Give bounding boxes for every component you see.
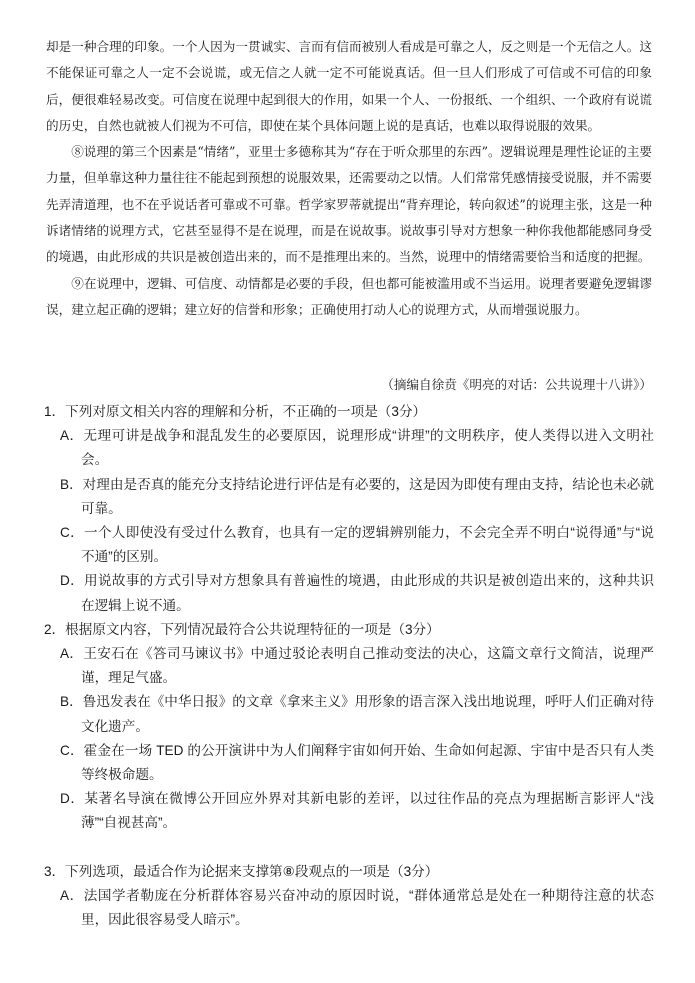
answer-option-a: A．无理可讲是战争和混乱发生的必要原因，说理形成“讲理”的文明秩序，使人类得以进入文明社会。 (60, 428, 654, 468)
answer-option-d: D．用说故事的方式引导对方想象具有普遍性的境遇，由此形成的共识是被创造出来的，这种共识在逻辑上说不通。 (60, 573, 654, 613)
passage-paragraph-8: ⑧说理的第三个因素是“情绪”，亚里士多德称其为“存在于听众那里的东西”。逻辑说理是理性论证的主要力量，但单靠这种力量往往不能起到预想的说服效果，还需要动之以情。人们常常凭感情接受说服，并不需要先弄清道理，也不在乎说话者可靠或不可靠。哲学家罗蒂就提出“背弃理论，转向叙述”的说理主张，这是一种诉诸情绪的说理方式，它甚至显得不是在说理，而是在说故事。说故事引导对方想象一种你我他都能感同身受的境遇，由此形成的共识是被创造出来的，而不是推理出来的。当然，说理中的情绪需要恰当和适度的把握。 (46, 144, 652, 265)
answer-option-d: D．某著名导演在微博公开回应外界对其新电影的差评，以过往作品的亮点为理据断言影评人“浅薄”“自视甚高”。 (60, 791, 654, 831)
answer-option-a: A．王安石在《答司马谏议书》中通过驳论表明自己推动变法的决心，这篇文章行文简洁，说理严谨，理足气盛。 (60, 646, 654, 686)
question-stem: 3．下列选项，最适合作为论据来支撑第⑧段观点的一项是（3分） (44, 863, 439, 879)
passage-paragraph-9: ⑨在说理中，逻辑、可信度、动情都是必要的手段，但也都可能被滥用或不当运用。说理者要避免逻辑谬误，建立起正确的逻辑；建立好的信誉和形象；正确使用打动人心的说理方式，从而增强说服力。 (46, 275, 652, 317)
question-2 (44, 618, 654, 836)
passage (46, 34, 652, 323)
question-1 (44, 400, 654, 618)
passage-source: （摘编自徐贲《明亮的对话：公共说理十八讲》） (381, 377, 652, 392)
answer-option-a: A．法国学者勒庞在分析群体容易兴奋冲动的原因时说，“群体通常总是处在一种期待注意的状态里，因此很容易受人暗示”。 (60, 887, 654, 928)
question-stem: 2．根据原文内容，下列情况最符合公共说理特征的一项是（3分） (44, 621, 440, 637)
question-stem: 1．下列对原文相关内容的理解和分析，不正确的一项是（3分） (44, 404, 427, 419)
answer-option-b: B．鲁迅发表在《中华日报》的文章《拿来主义》用形象的语言深入浅出地说理，呼吁人们正确对待文化遗产。 (60, 694, 654, 734)
question-3 (44, 860, 654, 933)
question-spacer (44, 836, 654, 860)
question-list (44, 400, 654, 932)
passage-paragraph-continuation: 却是一种合理的印象。一个人因为一贯诚实、言而有信而被别人看成是可靠之人，反之则是一个无信之人。这不能保证可靠之人一定不会说谎，或无信之人就一定不可能说真话。但一旦人们形成了可信或不可信的印象后，便很难轻易改变。可信度在说理中起到很大的作用，如果一个人、一份报纸、一个组织、一个政府有说谎的历史，自然也就被人们视为不可信，即使在某个具体问题上说的是真话，也难以取得说服的效果。 (46, 39, 652, 133)
answer-option-b: B．对理由是否真的能充分支持结论进行评估是有必要的，这是因为即使有理由支持，结论也未必就可靠。 (60, 476, 654, 516)
answer-option-c: C．霍金在一场 TED 的公开演讲中为人们阐释宇宙如何开始、生命如何起源、宇宙中是否只有人类等终极命题。 (60, 742, 654, 783)
answer-option-c: C．一个人即使没有受过什么教育，也具有一定的逻辑辨别能力，不会完全弄不明白“说得通”与“说不通”的区别。 (60, 525, 654, 565)
